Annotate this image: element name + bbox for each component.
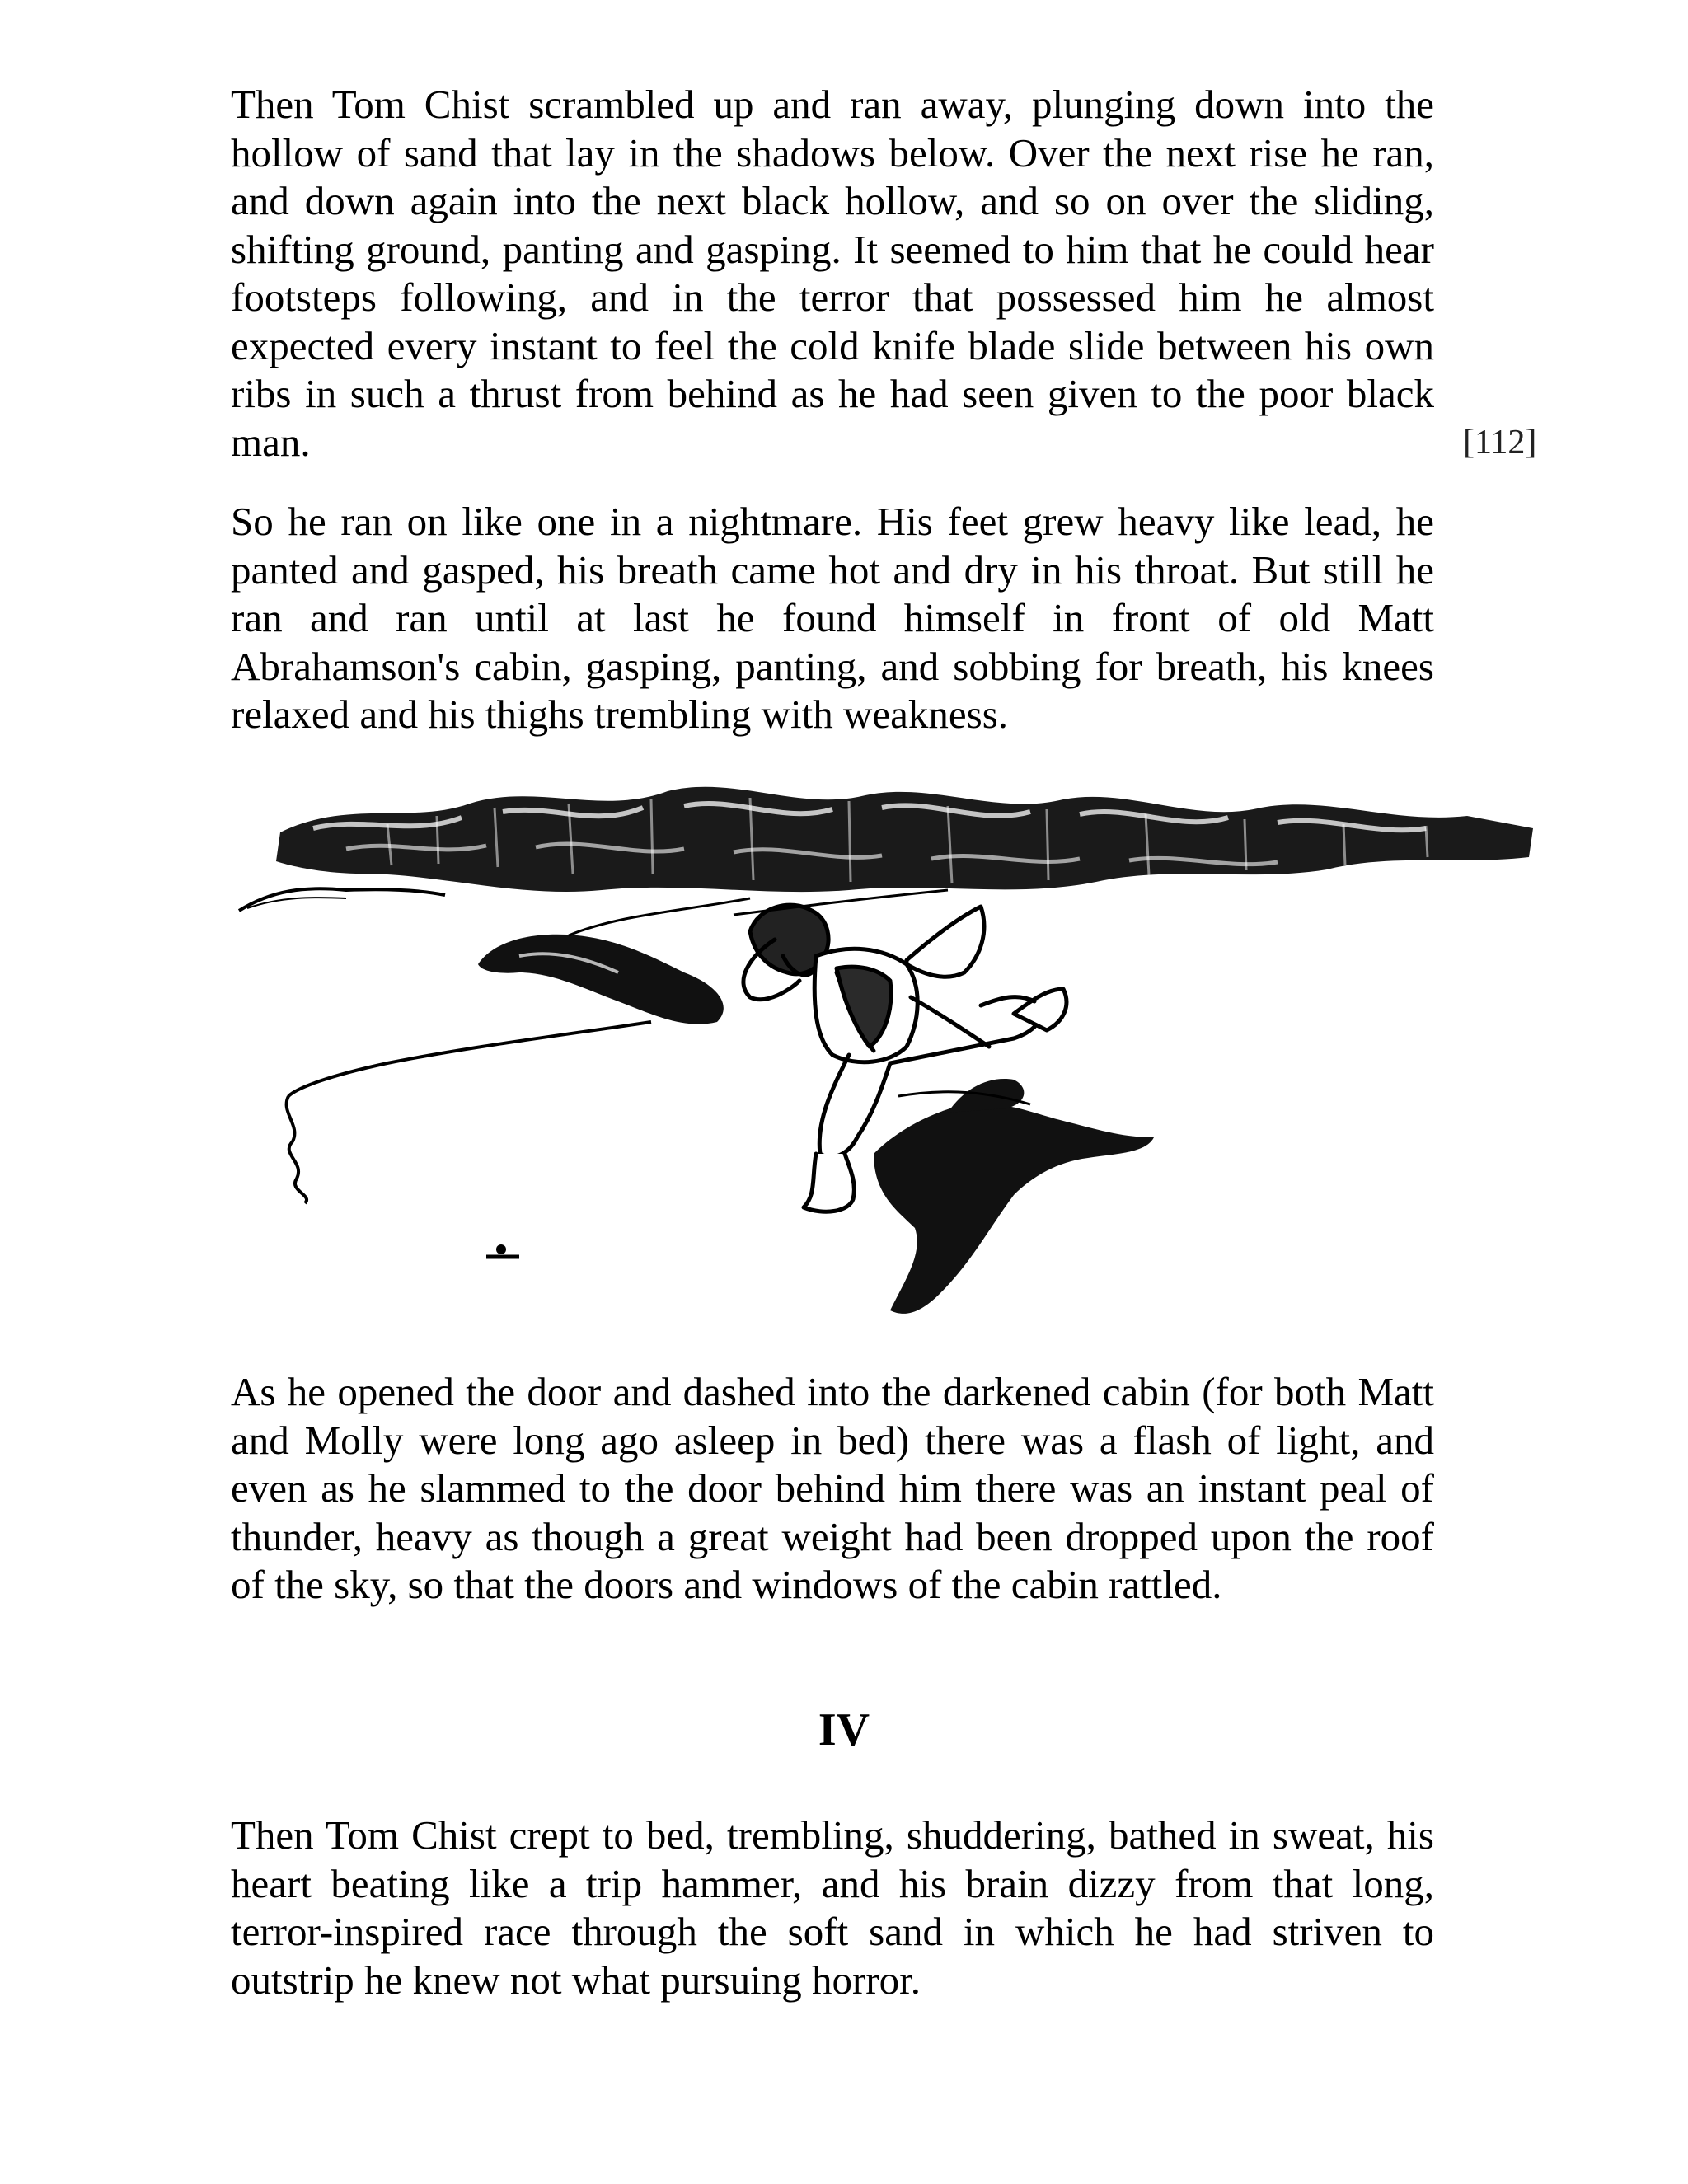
page-number: [112] [1463, 424, 1537, 462]
paragraph-2: So he ran on like one in a nightmare. His feet grew heavy like lead, he panted and gasped, his breath came hot and dry in his throat. But still he ran and ran until at last he found himself in front of old Matt Abrahamson's cabin, gasping, panting, and sobbing for breath, his knees relaxed and his thighs trembling with weakness. [231, 499, 1434, 737]
chapter-heading: IV [818, 1704, 870, 1755]
paragraph-4: Then Tom Chist crept to bed, trembling, shuddering, bathed in sweat, his heart beating like a trip hammer, and his brain dizzy from that long, terror-inspired race through the soft sand in which he had striven to outstrip he knew not what pursuing horror. [231, 1812, 1434, 2003]
paragraph-3: As he opened the door and dashed into the darkened cabin (for both Matt and Molly were long ago asleep in bed) there was a flash of light, and even as he slammed to the door behind him there was an instant peal of thunder, heavy as though a great weight had been dropped upon the roof of the sky, so that the doors and windows of the cabin rattled. [231, 1369, 1434, 1607]
boy-running-across-sand-dunes-icon [223, 766, 1541, 1327]
paragraph-1: Then Tom Chist scrambled up and ran away, plunging down into the hollow of sand that lay in the shadows below. Over the next rise he ran, and down again into the next black hollow, and so on over the sliding, shifting ground, panting and gasping. It seemed to him that he could hear footsteps following, and in the terror that possessed him he almost expected every instant to feel the cold knife blade slide between his own ribs in such a thrust from behind as he had seen given to the poor black man. [231, 82, 1434, 465]
